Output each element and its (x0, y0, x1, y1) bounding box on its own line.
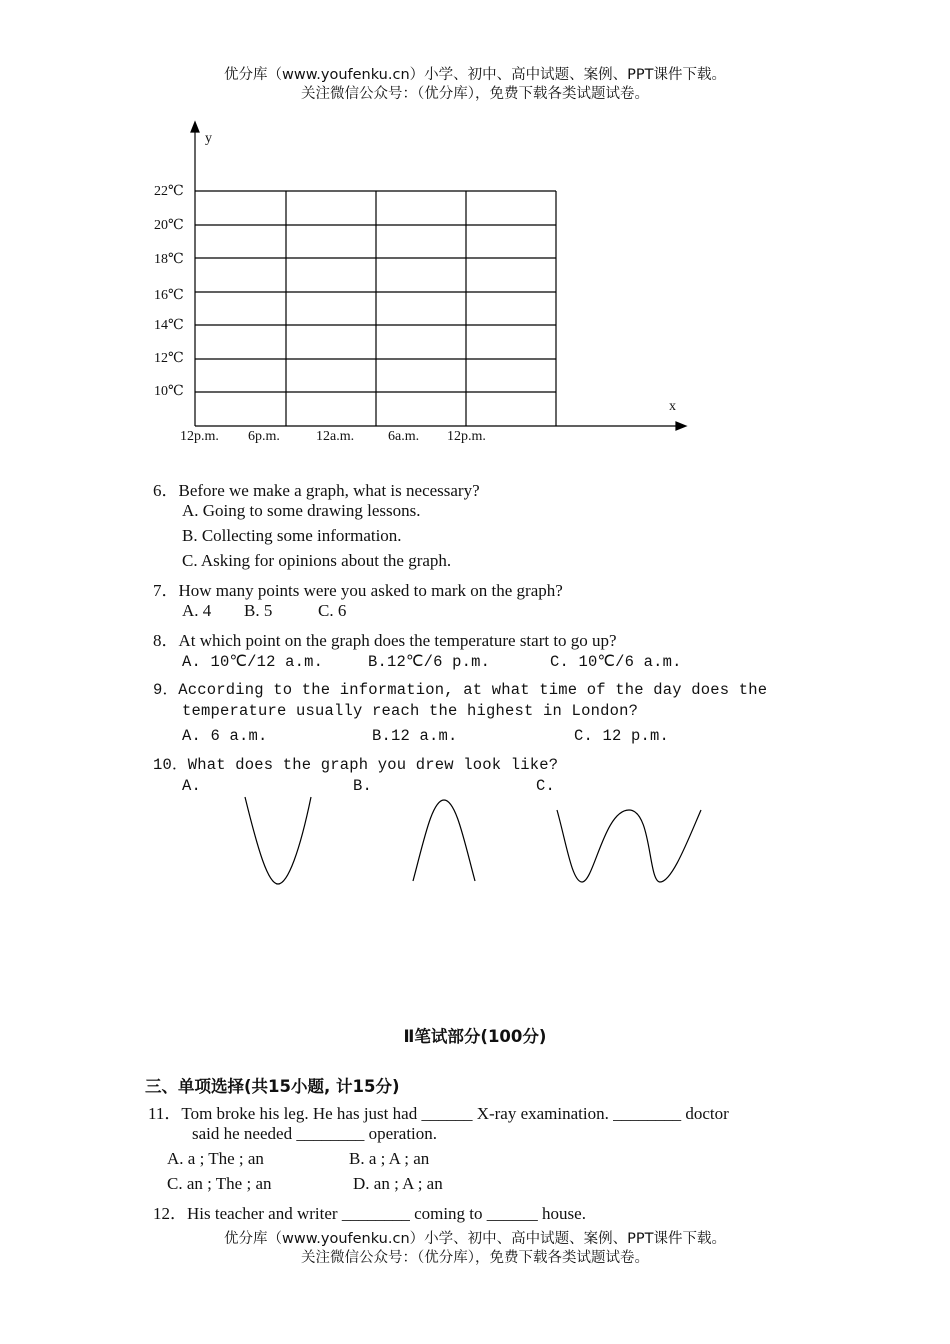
y-tick-label: 12℃ (154, 351, 184, 366)
q7-option-a: A. 4 (182, 601, 212, 620)
q9-stem-line-2: temperature usually reach the highest in London? (182, 702, 639, 720)
y-tick-label: 22℃ (154, 184, 184, 199)
q11-option-c: C. an ; The ; an (167, 1174, 272, 1193)
q10-stem: 10．What does the graph you drew look like? (153, 756, 559, 774)
x-tick-label: 12a.m. (316, 429, 355, 444)
q6-option-b: B. Collecting some information. (182, 526, 402, 545)
y-axis-label: y (205, 131, 212, 146)
y-tick-label: 14℃ (154, 318, 184, 333)
q6-option-c: C. Asking for opinions about the graph. (182, 551, 452, 570)
x-tick-label: 6a.m. (388, 429, 420, 444)
y-tick-label: 18℃ (154, 252, 184, 267)
curve-b-n-shape (413, 800, 475, 881)
q9-option-c: C. 12 p.m. (574, 727, 670, 745)
q8-stem: 8．At which point on the graph does the temperature start to go up? (153, 631, 617, 650)
header-line-1: 优分库（www.youfenku.cn）小学、初中、高中试题、案例、PPT课件下载。 (224, 67, 726, 83)
q6-stem: 6．Before we make a graph, what is necessary? (153, 481, 480, 500)
q7-stem: 7．How many points were you asked to mark on the graph? (153, 581, 563, 600)
x-axis-label: x (669, 399, 676, 414)
q9-stem-line-1: 9．According to the information, at what time of the day does the (153, 681, 768, 699)
x-tick-label: 12p.m. (447, 429, 486, 444)
footer-line-1: 优分库（www.youfenku.cn）小学、初中、高中试题、案例、PPT课件下载。 (224, 1231, 726, 1247)
q12-stem: 12．His teacher and writer ________ coming to ______ house. (153, 1204, 586, 1223)
y-tick-label: 10℃ (154, 384, 184, 399)
q11-option-b: B. a ; A ; an (349, 1149, 430, 1168)
q9-option-b: B.12 a.m. (372, 727, 458, 745)
y-axis-arrow (191, 122, 199, 132)
section-heading: 三、单项选择(共15小题, 计15分) (145, 1077, 400, 1096)
q7-option-c: C. 6 (318, 601, 347, 620)
q8-option-c: C. 10℃/6 a.m. (550, 653, 682, 671)
q10-option-c: C. (536, 777, 556, 795)
part-title: Ⅱ笔试部分(100分) (403, 1027, 547, 1046)
footer-line-2: 关注微信公众号：（优分库），免费下载各类试题试卷。 (301, 1250, 649, 1266)
q10-option-a: A. (182, 777, 202, 795)
q11-stem-line-2: said he needed ________ operation. (192, 1124, 438, 1143)
y-tick-label: 20℃ (154, 218, 184, 233)
x-tick-label: 12p.m. (180, 429, 219, 444)
q11-stem-line-1: 11．Tom broke his leg. He has just had ______ X-ray examination. ________ doctor (148, 1104, 729, 1123)
q8-option-b: B.12℃/6 p.m. (368, 653, 491, 671)
x-tick-label: 6p.m. (248, 429, 280, 444)
y-tick-label: 16℃ (154, 288, 184, 303)
q6-option-a: A. Going to some drawing lessons. (182, 501, 421, 520)
q8-option-a: A. 10℃/12 a.m. (182, 653, 324, 671)
curve-c-w-shape (557, 810, 701, 882)
header-line-2: 关注微信公众号：（优分库），免费下载各类试题试卷。 (301, 86, 649, 102)
q11-option-d: D. an ; A ; an (353, 1174, 443, 1193)
x-axis-arrow (676, 422, 686, 430)
q11-option-a: A. a ; The ; an (167, 1149, 264, 1168)
q7-option-b: B. 5 (244, 601, 273, 620)
q10-option-b: B. (353, 777, 373, 795)
q9-option-a: A. 6 a.m. (182, 727, 268, 745)
curve-a-u-shape (245, 797, 311, 884)
